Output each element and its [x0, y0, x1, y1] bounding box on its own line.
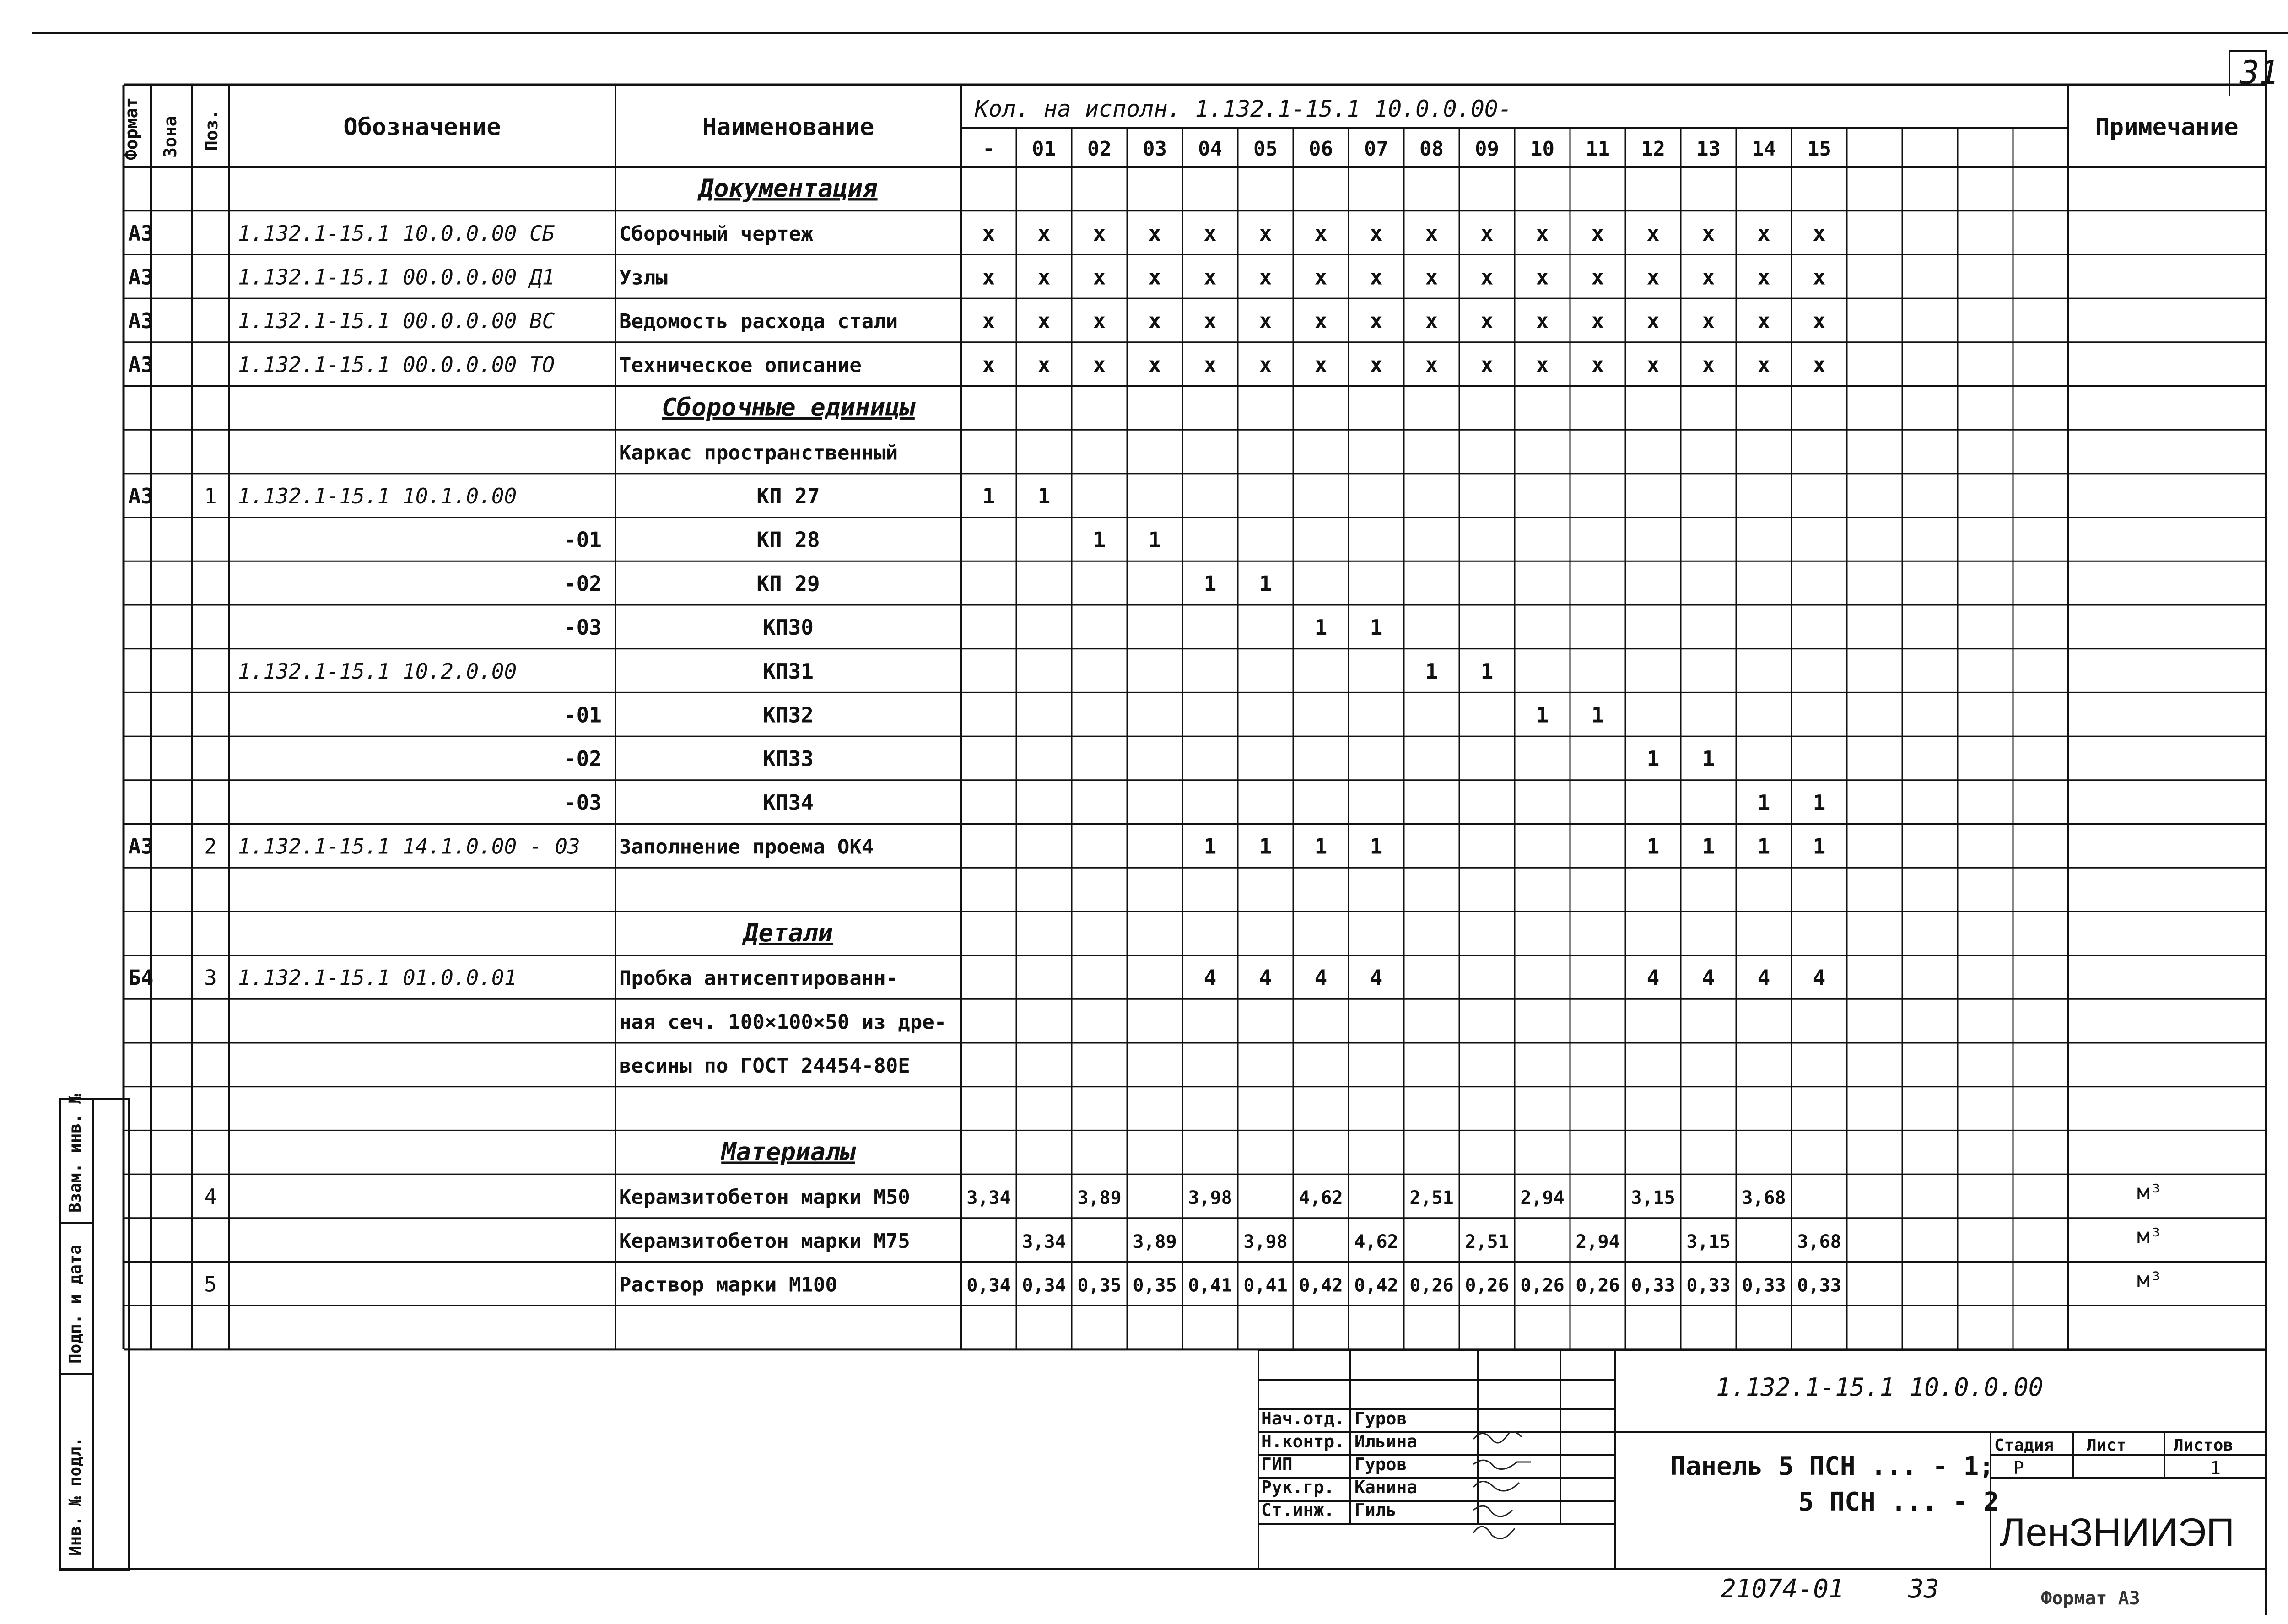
row-qty-value: х	[1813, 221, 1826, 246]
row-qty-value: х	[1037, 264, 1051, 290]
row-name: КП33	[763, 746, 814, 772]
header-name: Наименование	[702, 113, 874, 141]
row-qty-value: х	[1591, 352, 1604, 377]
title-person-name: Канина	[1354, 1477, 1418, 1497]
side-stamp-inv-podl: Инв. № подл.	[66, 1436, 85, 1556]
row-name: Раствор марки М100	[619, 1273, 837, 1297]
row-designation: 1.132.1-15.1 00.0.0.00 ТО	[238, 352, 555, 377]
row-qty-value: х	[1757, 308, 1770, 334]
row-qty-value: 1	[1203, 571, 1217, 596]
row-qty-value: х	[1425, 352, 1438, 377]
header-note: Примечание	[2095, 113, 2239, 141]
row-qty-value: 1	[1702, 834, 1715, 859]
footer-page: 33	[1908, 1574, 1939, 1604]
row-qty-value: х	[1646, 352, 1660, 377]
row-format: А3	[128, 483, 154, 508]
row-qty-value: 0,35	[1077, 1275, 1122, 1296]
row-qty-value: х	[1314, 308, 1327, 334]
row-pos: 2	[204, 834, 217, 859]
title-block-code: 1.132.1-15.1 10.0.0.00	[1716, 1373, 2044, 1402]
row-name: КП34	[763, 790, 814, 815]
row-name: Пробка антисептированн-	[619, 966, 898, 990]
row-qty-value: х	[1757, 221, 1770, 246]
row-qty-value: 1	[1203, 834, 1217, 859]
row-qty-value: 2,51	[1409, 1187, 1454, 1209]
title-block	[1258, 1350, 2265, 1570]
row-pos: 3	[204, 965, 217, 990]
row-qty-value: х	[1314, 264, 1327, 290]
row-qty-value: х	[1203, 221, 1217, 246]
row-qty-value: х	[1480, 221, 1494, 246]
header-pos: Поз.	[201, 109, 221, 151]
row-qty-value: х	[1093, 264, 1106, 290]
row-qty-value: 1	[1037, 483, 1051, 508]
row-format: А3	[128, 834, 154, 859]
row-name: КП 27	[756, 483, 820, 508]
row-qty-value: х	[1093, 308, 1106, 334]
row-qty-value: х	[1813, 264, 1826, 290]
row-name: ная сеч. 100×100×50 из дре-	[619, 1010, 947, 1034]
row-name: КП31	[763, 658, 814, 684]
row-qty-value: х	[1093, 352, 1106, 377]
row-qty-value: х	[1480, 264, 1494, 290]
row-qty-value: х	[1259, 264, 1272, 290]
row-designation: -03	[563, 790, 602, 815]
row-qty-value: х	[1480, 352, 1494, 377]
header-variant-14: 14	[1752, 137, 1776, 161]
signature-1	[1473, 1432, 1522, 1443]
row-pos: 1	[204, 483, 217, 508]
title-person-name: Ильина	[1354, 1431, 1418, 1451]
row-qty-value: 0,26	[1576, 1275, 1620, 1296]
row-qty-value: х	[1536, 308, 1549, 334]
header-variant-12: 12	[1641, 137, 1665, 161]
row-qty-value: х	[1536, 264, 1549, 290]
row-qty-value: 0,33	[1797, 1275, 1841, 1296]
row-qty-value: х	[1148, 308, 1161, 334]
signature-2	[1473, 1460, 1531, 1469]
row-designation: -02	[563, 746, 602, 772]
sheets-label: Листов	[2174, 1436, 2234, 1455]
row-format: Б4	[128, 965, 154, 990]
row-qty-value: х	[1370, 308, 1383, 334]
row-qty-value: 3,15	[1631, 1187, 1675, 1209]
row-note: м³	[2137, 1180, 2163, 1205]
row-qty-value: х	[1646, 308, 1660, 334]
stage-label: Стадия	[1994, 1436, 2054, 1455]
header-variant-08: 08	[1419, 137, 1444, 161]
row-qty-value: х	[1425, 264, 1438, 290]
row-qty-value: х	[982, 264, 995, 290]
row-qty-value: х	[1203, 352, 1217, 377]
row-qty-value: х	[1425, 221, 1438, 246]
row-qty-value: 1	[1259, 834, 1272, 859]
row-qty-value: 1	[1480, 658, 1494, 684]
row-name: Каркас пространственный	[619, 441, 898, 465]
side-stamp-podp-data: Подп. и дата	[66, 1244, 85, 1364]
row-name: КП32	[763, 702, 814, 728]
header-format: Формат	[121, 97, 141, 160]
row-qty-value: х	[982, 352, 995, 377]
row-qty-value: 1	[1646, 834, 1660, 859]
row-qty-value: 1	[1646, 746, 1660, 772]
row-qty-value: х	[1591, 264, 1604, 290]
row-qty-value: 1	[1093, 527, 1106, 552]
title-role: Ст.инж.	[1261, 1500, 1335, 1520]
row-format: А3	[128, 352, 154, 377]
row-qty-value: х	[1702, 264, 1715, 290]
row-qty-value: 1	[1536, 702, 1549, 728]
side-stamp	[59, 1093, 128, 1570]
row-qty-value: х	[1259, 221, 1272, 246]
row-qty-value: 3,68	[1742, 1187, 1786, 1209]
row-qty-value: х	[1702, 221, 1715, 246]
row-qty-value: 1	[1813, 790, 1826, 815]
sheet-number: 31	[2240, 54, 2279, 92]
row-qty-value: х	[1148, 221, 1161, 246]
row-designation: -03	[563, 615, 602, 640]
row-qty-value: 1	[1813, 834, 1826, 859]
row-qty-value: 1	[1148, 527, 1161, 552]
row-qty-value: х	[1757, 264, 1770, 290]
row-qty-value: 0,26	[1465, 1275, 1509, 1296]
row-pos: 5	[204, 1272, 217, 1297]
row-qty-value: 0,33	[1742, 1275, 1786, 1296]
header-variant-11: 11	[1586, 137, 1610, 161]
row-qty-value: 1	[1314, 834, 1327, 859]
row-format: А3	[128, 221, 154, 246]
signature-5	[1473, 1527, 1515, 1538]
row-qty-value: 1	[1314, 615, 1327, 640]
row-qty-value: 4,62	[1354, 1231, 1398, 1252]
row-qty-value: 3,98	[1243, 1231, 1288, 1252]
title-person-name: Гуров	[1354, 1408, 1407, 1429]
section-heading: Детали	[743, 918, 833, 947]
row-name: Керамзитобетон марки М50	[619, 1186, 910, 1209]
header-designation: Обозначение	[343, 113, 501, 141]
row-qty-value: х	[1370, 352, 1383, 377]
header-variant-13: 13	[1696, 137, 1721, 161]
header-qty-title: Кол. на исполн. 1.132.1-15.1 10.0.0.00-	[975, 96, 1512, 122]
row-qty-value: х	[1203, 264, 1217, 290]
footer-number: 21074-01	[1721, 1574, 1844, 1604]
row-qty-value: 0,34	[966, 1275, 1011, 1296]
header-variant-base: -	[982, 137, 995, 161]
row-qty-value: 3,89	[1077, 1187, 1122, 1209]
header-variant-09: 09	[1475, 137, 1499, 161]
row-name: КП 29	[756, 571, 820, 596]
row-qty-value: 0,41	[1243, 1275, 1288, 1296]
title-role: Нач.отд.	[1261, 1408, 1345, 1429]
row-qty-value: 0,26	[1409, 1275, 1454, 1296]
row-name: Заполнение проема ОК4	[619, 835, 874, 859]
row-qty-value: х	[1480, 308, 1494, 334]
title-block-title-line2: 5 ПСН ... - 2	[1798, 1487, 1999, 1517]
row-qty-value: х	[1370, 221, 1383, 246]
row-name: Техническое описание	[619, 353, 862, 377]
row-qty-value: 1	[1702, 746, 1715, 772]
row-qty-value: х	[1037, 221, 1051, 246]
row-designation: -01	[563, 527, 602, 552]
row-qty-value: 0,35	[1133, 1275, 1177, 1296]
header-variant-03: 03	[1143, 137, 1167, 161]
header-variant-01: 01	[1032, 137, 1056, 161]
row-designation: -02	[563, 571, 602, 596]
row-qty-value: 4	[1203, 965, 1217, 990]
row-qty-value: 0,33	[1686, 1275, 1731, 1296]
row-designation: 1.132.1-15.1 00.0.0.00 Д1	[238, 264, 555, 290]
row-qty-value: х	[1702, 308, 1715, 334]
row-note: м³	[2137, 1223, 2163, 1248]
row-designation: 1.132.1-15.1 10.2.0.00	[238, 658, 517, 684]
organization-name: ЛенЗНИИЭП	[2000, 1511, 2235, 1554]
row-qty-value: 2,94	[1576, 1231, 1620, 1252]
row-designation: 1.132.1-15.1 10.1.0.00	[238, 483, 517, 508]
row-pos: 4	[204, 1184, 217, 1209]
row-designation: -01	[563, 702, 602, 728]
row-qty-value: 1	[1425, 658, 1438, 684]
row-qty-value: х	[1591, 221, 1604, 246]
row-qty-value: 1	[1370, 834, 1383, 859]
row-qty-value: 4	[1646, 965, 1660, 990]
row-name: КП 28	[756, 527, 820, 552]
row-name: Сборочный чертеж	[619, 222, 813, 246]
signature-4	[1473, 1506, 1512, 1516]
row-qty-value: х	[1148, 264, 1161, 290]
title-person-name: Гиль	[1354, 1500, 1397, 1520]
row-qty-value: 3,15	[1686, 1231, 1731, 1252]
row-name: Керамзитобетон марки М75	[619, 1229, 910, 1253]
section-heading: Документация	[699, 174, 878, 203]
title-role: ГИП	[1261, 1454, 1293, 1474]
header-zone: Зона	[160, 116, 180, 158]
row-qty-value: х	[1591, 308, 1604, 334]
header-variant-02: 02	[1087, 137, 1112, 161]
header-variant-05: 05	[1253, 137, 1278, 161]
row-qty-value: х	[1757, 352, 1770, 377]
row-qty-value: 2,51	[1465, 1231, 1509, 1252]
signature-3	[1473, 1482, 1519, 1491]
side-stamp-vzam-inv: Взам. инв. №	[66, 1093, 85, 1213]
row-qty-value: х	[1370, 264, 1383, 290]
row-qty-value: 3,98	[1188, 1187, 1232, 1209]
row-qty-value: х	[1259, 352, 1272, 377]
row-qty-value: х	[1203, 308, 1217, 334]
row-qty-value: х	[1259, 308, 1272, 334]
sheets-value: 1	[2210, 1458, 2221, 1478]
row-qty-value: 1	[1591, 702, 1604, 728]
header-variant-15: 15	[1807, 137, 1831, 161]
section-heading: Сборочные единицы	[662, 393, 915, 422]
title-block-title-line1: Панель 5 ПСН ... - 1;	[1670, 1451, 1995, 1481]
row-qty-value: х	[1646, 221, 1660, 246]
header-variant-10: 10	[1530, 137, 1554, 161]
row-name: КП30	[763, 615, 814, 640]
row-qty-value: 2,94	[1520, 1187, 1565, 1209]
row-designation: 1.132.1-15.1 10.0.0.00 СБ	[238, 221, 555, 246]
row-qty-value: х	[1813, 352, 1826, 377]
title-role: Н.контр.	[1261, 1431, 1345, 1451]
row-name: Ведомость расхода стали	[619, 310, 898, 334]
stage-value: Р	[2013, 1458, 2024, 1478]
row-designation: 1.132.1-15.1 00.0.0.00 ВС	[238, 308, 555, 334]
row-qty-value: 4	[1259, 965, 1272, 990]
row-qty-value: 0,41	[1188, 1275, 1232, 1296]
row-qty-value: х	[1702, 352, 1715, 377]
header-variant-07: 07	[1364, 137, 1388, 161]
row-qty-value: 0,42	[1299, 1275, 1343, 1296]
row-qty-value: 1	[1757, 834, 1770, 859]
row-qty-value: 3,68	[1797, 1231, 1841, 1252]
row-qty-value: х	[1148, 352, 1161, 377]
row-qty-value: 4,62	[1299, 1187, 1343, 1209]
row-qty-value: 4	[1370, 965, 1383, 990]
row-note: м³	[2137, 1267, 2163, 1292]
title-role: Рук.гр.	[1261, 1477, 1335, 1497]
row-qty-value: х	[1093, 221, 1106, 246]
row-qty-value: 1	[1757, 790, 1770, 815]
row-qty-value: 4	[1314, 965, 1327, 990]
sheet-label: Лист	[2087, 1436, 2126, 1455]
row-qty-value: х	[1536, 221, 1549, 246]
row-qty-value: 1	[1259, 571, 1272, 596]
row-qty-value: х	[1314, 221, 1327, 246]
row-qty-value: х	[1813, 308, 1826, 334]
row-qty-value: х	[1314, 352, 1327, 377]
header-variant-06: 06	[1309, 137, 1333, 161]
row-qty-value: 0,34	[1022, 1275, 1066, 1296]
row-qty-value: х	[1037, 352, 1051, 377]
row-name: Узлы	[619, 266, 668, 290]
row-qty-value: х	[1425, 308, 1438, 334]
row-format: А3	[128, 264, 154, 290]
row-qty-value: 4	[1757, 965, 1770, 990]
row-qty-value: х	[1646, 264, 1660, 290]
row-qty-value: 1	[982, 483, 995, 508]
row-qty-value: 0,26	[1520, 1275, 1565, 1296]
row-qty-value: 3,89	[1133, 1231, 1177, 1252]
title-person-name: Гуров	[1354, 1454, 1407, 1474]
row-name: весины по ГОСТ 24454-80Е	[619, 1054, 910, 1078]
section-heading: Материалы	[721, 1137, 855, 1166]
row-designation: 1.132.1-15.1 01.0.0.01	[238, 965, 517, 990]
row-qty-value: 3,34	[1022, 1231, 1066, 1252]
row-qty-value: х	[982, 221, 995, 246]
footer-format: Формат А3	[2041, 1588, 2140, 1609]
row-qty-value: 4	[1702, 965, 1715, 990]
row-qty-value: 0,42	[1354, 1275, 1398, 1296]
row-format: А3	[128, 308, 154, 334]
row-qty-value: х	[982, 308, 995, 334]
row-qty-value: х	[1037, 308, 1051, 334]
row-designation: 1.132.1-15.1 14.1.0.00 - 03	[238, 834, 580, 859]
row-qty-value: 3,34	[966, 1187, 1011, 1209]
header-variant-04: 04	[1198, 137, 1222, 161]
row-qty-value: 1	[1370, 615, 1383, 640]
row-qty-value: 4	[1813, 965, 1826, 990]
row-qty-value: х	[1536, 352, 1549, 377]
row-qty-value: 0,33	[1631, 1275, 1675, 1296]
